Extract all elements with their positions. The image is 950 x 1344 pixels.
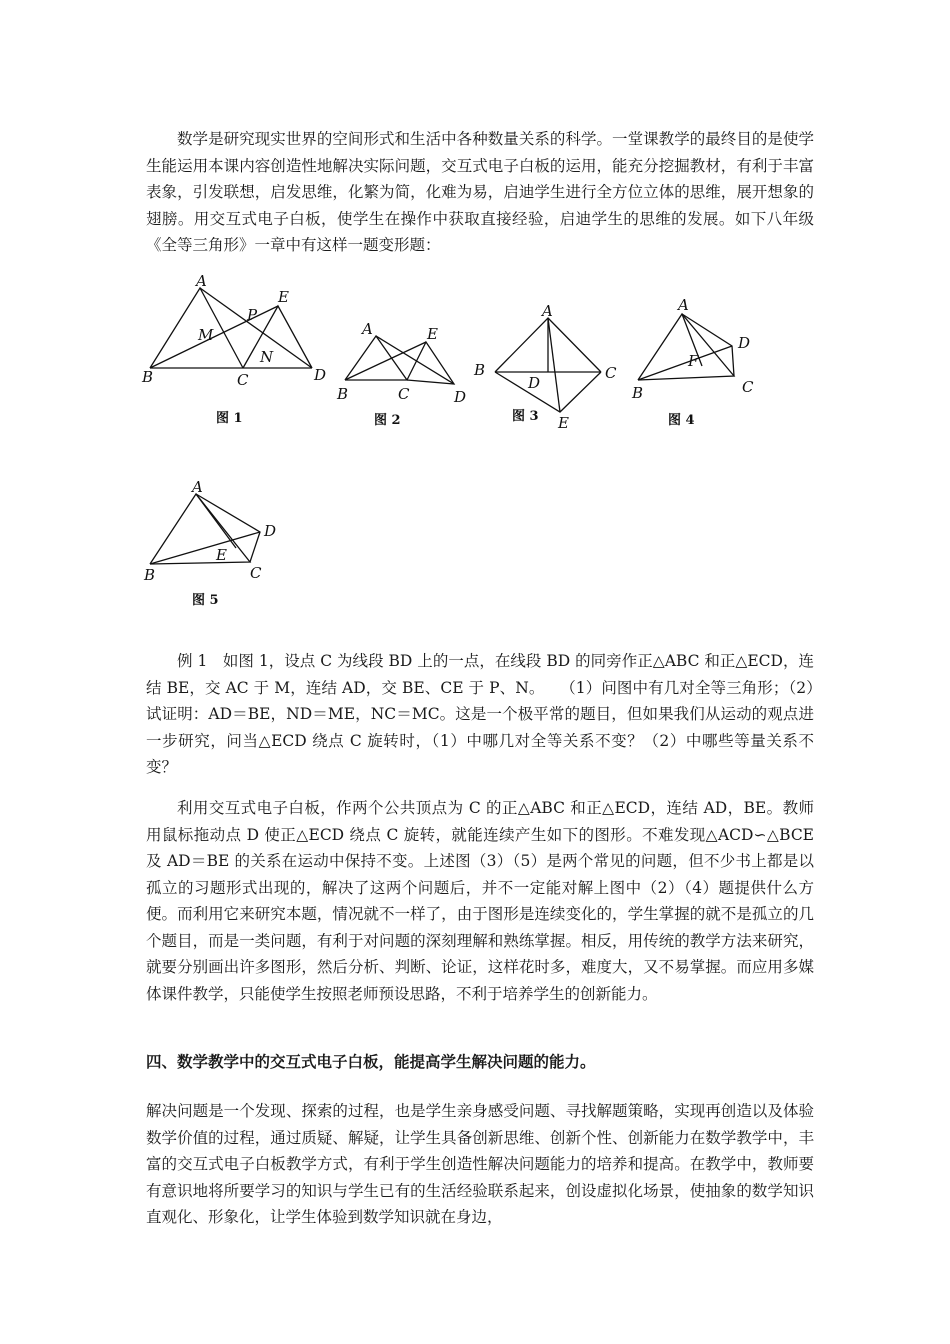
fig5-caption: 图 5 — [192, 593, 219, 608]
fig2-label-e: E — [427, 325, 438, 343]
fig4-label-c: C — [742, 378, 754, 396]
fig1-label-b: B — [142, 368, 154, 386]
fig5-label-c: C — [250, 564, 262, 582]
fig4-label-a: A — [678, 296, 689, 314]
figure-1 — [141, 272, 326, 426]
figure-2 — [336, 320, 466, 428]
fig1-label-c: C — [237, 371, 249, 389]
fig2-label-b: B — [337, 385, 349, 403]
example-paragraph: 例 1 如图 1，设点 C 为线段 BD 上的一点，在线段 BD 的同旁作正△ABC 和正△ECD，连结 BE，交 AC 于 M，连结 AD，交 BE、CE 于 P、N。 （1）问图中有几对全等三角形；（2）试证明：AD＝BE，ND＝ME，NC＝MC。这是一个极平常的题目，但如果我们从运动的观点进一步研究，问当△ECD 绕点 C 旋转时，（1）中哪几对全等关系不变？（2）中哪些等量关系不变？ — [146, 652, 814, 776]
fig2-label-d: D — [454, 388, 467, 406]
fig1-label-d: D — [314, 366, 327, 384]
fig2-label-c: C — [398, 385, 410, 403]
fig1-label-a: A — [196, 272, 207, 290]
figures-1-4 — [140, 272, 780, 442]
fig4-caption: 图 4 — [668, 413, 695, 428]
fig1-caption: 图 1 — [216, 411, 243, 426]
fig1-label-e: E — [278, 288, 289, 306]
intro-paragraph: 数学是研究现实世界的空间形式和生活中各种数量关系的科学。一堂课教学的最终目的是使学生能运用本课内容创造性地解决实际问题，交互式电子白板的运用，能充分挖掘教材，有利于丰富表象，引发联想，启发思维，化繁为简，化难为易，启迪学生进行全方位立体的思维，展开想象的翅膀。用交互式电子白板，使学生在操作中获取直接经验，启迪学生的思维的发展。如下八年级《全等三角形》一章中有这样一题变形题： — [146, 130, 814, 254]
figure-4 — [631, 296, 754, 428]
figure-5 — [140, 476, 290, 616]
fig5-label-e: E — [216, 546, 227, 564]
fig4-label-d: D — [738, 334, 751, 352]
fig1-label-p: P — [247, 306, 258, 324]
fig5-label-b: B — [144, 566, 156, 584]
fig3-label-c: C — [605, 364, 617, 382]
fig4-label-e: F — [688, 352, 699, 370]
fig5-label-a: A — [192, 478, 203, 496]
fig3-caption: 图 3 — [512, 409, 539, 424]
section-heading-4: 四、数学教学中的交互式电子白板，能提高学生解决问题的能力。 — [146, 1052, 596, 1071]
fig2-label-a: A — [362, 320, 373, 338]
body-paragraph-1: 利用交互式电子白板，作两个公共顶点为 C 的正△ABC 和正△ECD，连结 AD，BE。教师用鼠标拖动点 D 使正△ECD 绕点 C 旋转，就能连续产生如下的图形。不难发现△ACD∽△BCE 及 AD＝BE 的关系在运动中保持不变。上述图（3）（5）是两个常见的问题，但不少书上都是以孤立的习题形式出现的，解决了这两个问题后，并不一定能对解上图中（2）（4）题提供什么方便。而利用它来研究本题，情况就不一样了，由于图形是连续变化的，学生掌握的就不是孤立的几个题目，而是一类问题，有利于对问题的深刻理解和熟练掌握。相反，用传统的教学方法来研究，就要分别画出许多图形，然后分析、判断、论证，这样花时多，难度大，又不易掌握。而应用多媒体课件教学，只能使学生按照老师预设思路，不利于培养学生的创新能力。 — [146, 799, 814, 1003]
fig3-label-a: A — [542, 302, 553, 320]
fig5-label-d: D — [264, 522, 277, 540]
fig4-label-b: B — [632, 384, 644, 402]
figure-3 — [473, 302, 617, 432]
body-paragraph-2: 解决问题是一个发现、探索的过程，也是学生亲身感受问题、寻找解题策略，实现再创造以及体验数学价值的过程，通过质疑、解疑，让学生具备创新思维、创新个性、创新能力在数学教学中，丰富的交互式电子白板教学方式，有利于学生创造性解决问题能力的培养和提高。在教学中，教师要有意识地将所要学习的知识与学生已有的生活经验联系起来，创设虚拟化场景，使抽象的数学知识直观化、形象化，让学生体验到数学知识就在身边， — [146, 1102, 814, 1226]
fig2-caption: 图 2 — [374, 413, 401, 428]
fig1-label-m: M — [198, 326, 214, 344]
fig1-label-n: N — [260, 348, 274, 366]
fig3-label-d: D — [528, 374, 541, 392]
fig3-label-e: E — [558, 414, 569, 432]
fig3-label-b: B — [474, 361, 486, 379]
